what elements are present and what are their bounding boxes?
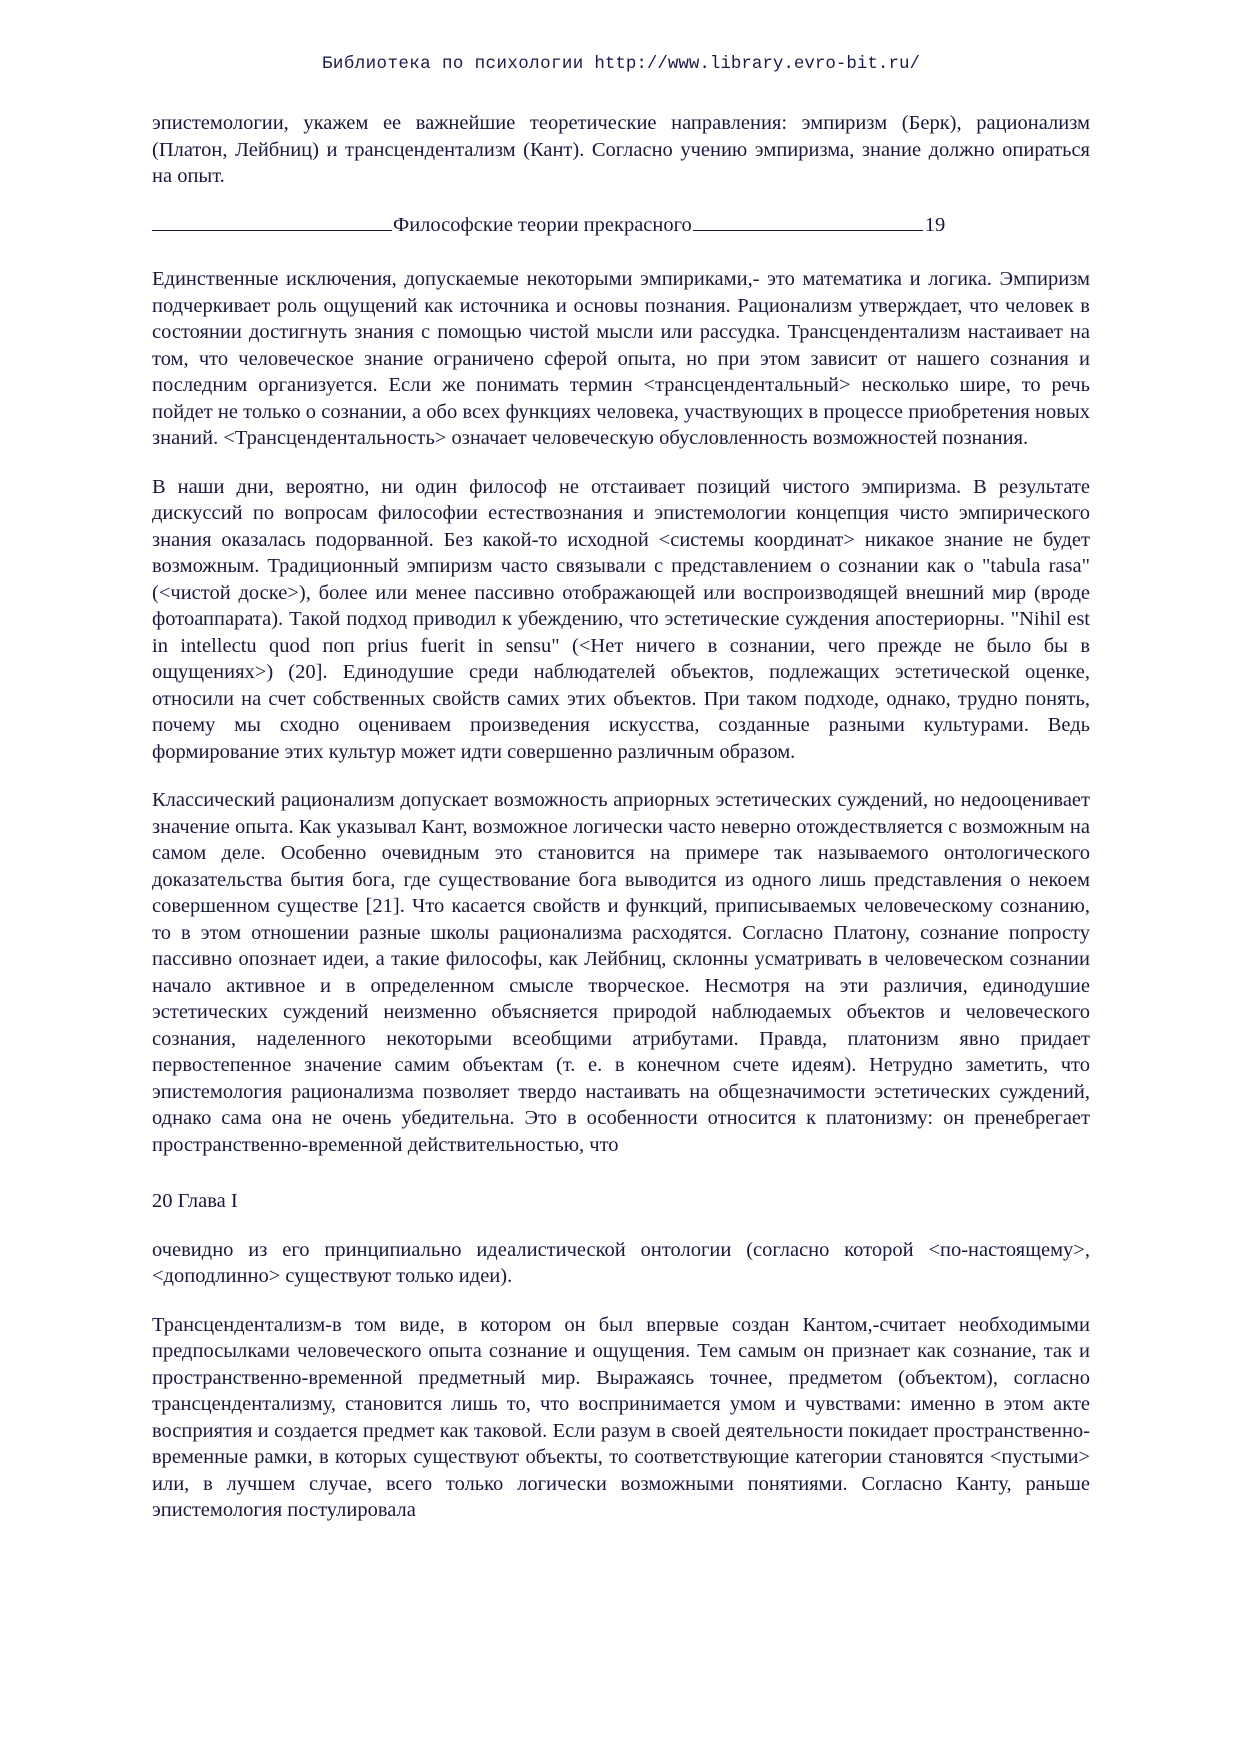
running-head-title: Философские теории прекрасного [393,213,692,236]
running-head [152,212,1090,239]
page-header [152,54,1090,74]
paragraph-4: Классический рационализм допускает возможность априорных эстетических суждений, но недооценивает значение опыта. Как указывал Кант, возможное логически часто неверно отождествляется с возможным на самом деле. Особенно очевидным это становится на примере так называемого онтологического доказательства бытия бога, где существование бога выводится из одного лишь представления о некоем совершенном существе [21]. Что касается свойств и функций, приписываемых человеческому сознанию, то в этом отношении разные школы рационализма расходятся. Согласно Платону, сознание попросту пассивно опознает идеи, а такие философы, как Лейбниц, склонны усматривать в человеческом сознании начало активное и в определенном смысле творческое. Несмотря на эти различия, единодушие эстетических суждений неизменно объясняется природой наблюдаемых объектов и человеческого сознания, наделенного некоторыми всеобщими атрибутами. Правда, платонизм явно придает первостепенное значение самим объектам (т. е. в конечном счете идеям). Нетрудно заметить, что эпистемология рационализма позволяет твердо настаивать на общезначимости эстетических суждений, однако сама она не очень убедительна. Это в особенности относится к платонизму: он пренебрегает пространственно-временной действительностью, что [152,789,1090,1156]
chapter-marker: 20 Глава I [152,1190,238,1212]
running-head-rule-right [693,216,923,231]
chapter-spacer [152,1180,1090,1188]
running-head-page-number: 19 [924,213,946,236]
paragraph-6: Трансцендентализм-в том виде, в котором он был впервые создан Кантом,-считает необходимыми предпосылками человеческого опыта сознание и ощущения. Тем самым он признает как сознание, так и пространственно-временной предметный мир. Выражаясь точнее, предметом (объектом), согласно трансцендентализму, становится лишь то, что воспринимается умом и чувствами: именно в этом акте восприятия и создается предмет как таковой. Если разум в своей деятельности покидает пространственно-временные рамки, в которых существуют объекты, то соответствующие категории становятся <пустыми> или, в лучшем случае, всего только логически возможными понятиями. Согласно Канту, раньше эпистемология постулировала [152,1313,1090,1521]
paragraph-3: В наши дни, вероятно, ни один философ не отстаивает позиций чистого эмпиризма. В результате дискуссий по вопросам философии естествознания и эпистемологии концепция чисто эмпирического знания оказалась подорванной. Без какой-то исходной <системы координат> никакое знание не будет возможным. Традиционный эмпиризм часто связывали с представлением о сознании как о "tabula rasa" (<чистой доске>), более или менее пассивно отображающей или воспроизводящей внешний мир (вроде фотоаппарата). Такой подход приводил к убеждению, что эстетические суждения апостериорны. "Nihil est in intellectu quod поп prius fuerit in sensu" (<Нет ничего в сознании, чего прежде не было бы в ощущениях>) (20]. Единодушие среди наблюдателей объектов, подлежащих эстетической оценке, относили на счет собственных свойств самих этих объектов. При таком подходе, однако, трудно понять, почему мы сходно оцениваем произведения искусства, созданные разными культурами. Ведь формирование этих культур может идти совершенно различным образом. [152,475,1090,763]
header-library-label: Библиотека по психологии [322,54,584,74]
running-head-rule-left [152,216,392,231]
paragraph-5: очевидно из его принципиально идеалистической онтологии (согласно которой <по-настоящему>, <доподлинно> существуют только идеи). [152,1238,1090,1287]
header-library-url[interactable]: http://www.library.evro-bit.ru/ [594,54,920,74]
paragraph-1: эпистемологии, укажем ее важнейшие теоретические направления: эмпиризм (Берк), рационализм (Платон, Лейбниц) и трансцендентализм (Кант). Согласно учению эмпиризма, знание должно опираться на опыт. [152,112,1090,187]
paragraph-2: Единственные исключения, допускаемые некоторыми эмпириками,- это математика и логика. Эмпиризм подчеркивает роль ощущений как источника и основы познания. Рационализм утверждает, что человек в состоянии достигнуть знания с помощью чистой мысли или рассудка. Трансцендентализм настаивает на том, что человеческое знание ограничено сферой опыта, но при этом зависит от нашего сознания и последним организуется. Если же понимать термин <трансцендентальный> несколько шире, то речь пойдет не только о сознании, а обо всех функциях человека, участвующих в процессе приобретения новых знаний. <Трансцендентальность> означает человеческую обусловленность возможностей познания. [152,268,1090,449]
